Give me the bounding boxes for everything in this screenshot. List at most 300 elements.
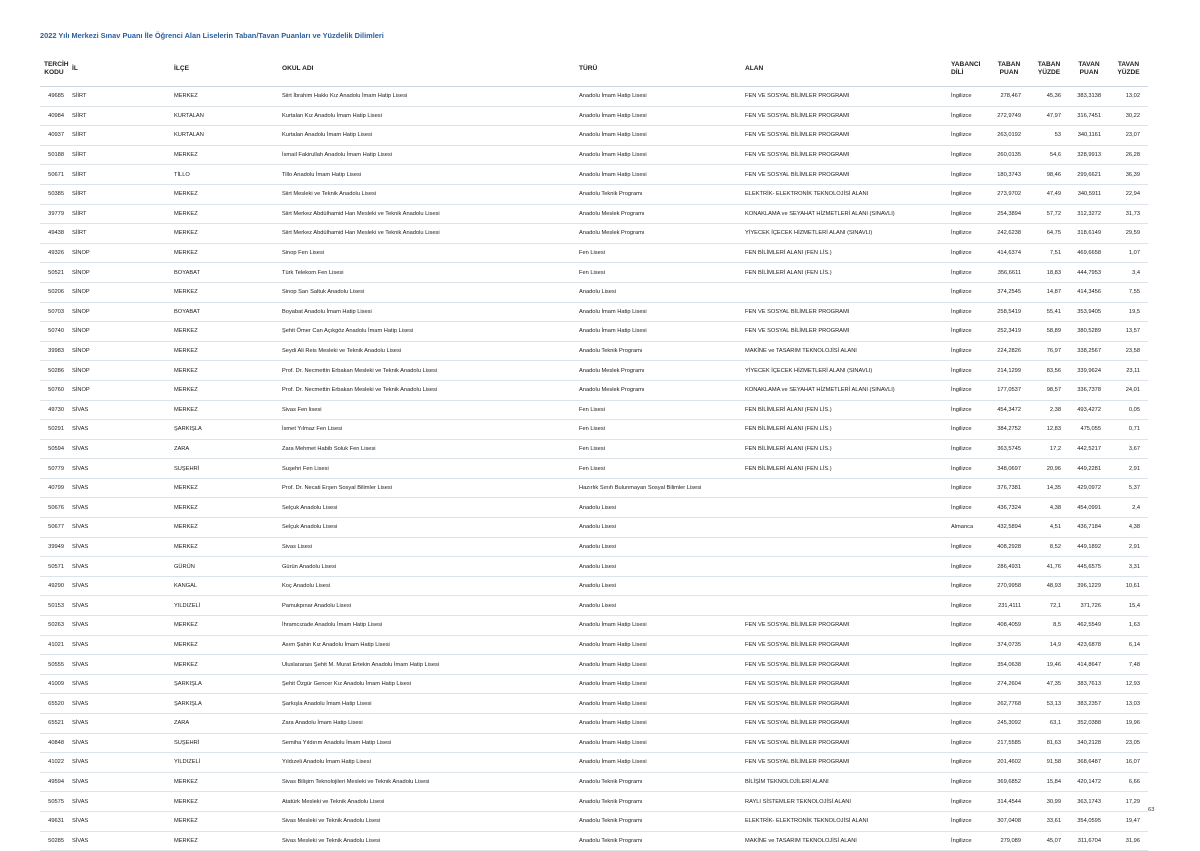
cell-dil: İngilizce xyxy=(947,733,989,753)
cell-tur: Fen Lisesi xyxy=(575,263,741,283)
cell-dil: İngilizce xyxy=(947,341,989,361)
cell-okul: Prof. Dr. Necmettin Erbakan Mesleki ve Teknik Anadolu Lisesi xyxy=(278,380,575,400)
cell-okul: Boyabat Anadolu İmam Hatip Lisesi xyxy=(278,302,575,322)
cell-tavan-puan: 449,1892 xyxy=(1069,537,1109,557)
cell-alan: ELEKTRİK- ELEKTRONİK TEKNOLOJİSİ ALANI xyxy=(741,184,947,204)
cell-il: SİVAS xyxy=(68,557,170,577)
table-row xyxy=(40,811,1148,831)
cell-taban-puan: 279,089 xyxy=(989,831,1029,851)
cell-taban-puan: 363,5745 xyxy=(989,439,1029,459)
cell-tavan-yuzde: 26,28 xyxy=(1109,145,1148,165)
cell-tavan-puan: 475,055 xyxy=(1069,420,1109,440)
table-row xyxy=(40,361,1148,381)
cell-okul: Selçuk Anadolu Lisesi xyxy=(278,498,575,518)
cell-ilce: KANGAL xyxy=(170,576,278,596)
cell-tur: Anadolu İmam Hatip Lisesi xyxy=(575,635,741,655)
cell-ilce: YILDIZELİ xyxy=(170,596,278,616)
cell-taban-puan: 414,6374 xyxy=(989,243,1029,263)
cell-tavan-yuzde: 6,66 xyxy=(1109,772,1148,792)
cell-tavan-puan: 423,6878 xyxy=(1069,635,1109,655)
table-row xyxy=(40,772,1148,792)
cell-tavan-yuzde: 31,96 xyxy=(1109,831,1148,851)
cell-dil: Almanca xyxy=(947,518,989,538)
cell-code: 49685 xyxy=(40,87,68,107)
cell-tavan-puan: 340,5911 xyxy=(1069,184,1109,204)
cell-tur: Anadolu İmam Hatip Lisesi xyxy=(575,126,741,146)
cell-taban-puan: 384,2752 xyxy=(989,420,1029,440)
cell-alan: RAYLI SİSTEMLER TEKNOLOJİSİ ALANI xyxy=(741,792,947,812)
cell-il: SİVAS xyxy=(68,478,170,498)
cell-code: 50286 xyxy=(40,361,68,381)
cell-tur: Anadolu Teknik Programı xyxy=(575,341,741,361)
cell-ilce: MERKEZ xyxy=(170,772,278,792)
cell-code: 50571 xyxy=(40,557,68,577)
col-header-taban-puan: TABAN PUAN xyxy=(989,52,1029,87)
cell-okul: İsmail Fakirullah Anadolu İmam Hatip Lisesi xyxy=(278,145,575,165)
cell-tur: Anadolu Meslek Programı xyxy=(575,224,741,244)
cell-okul: Uluslararası Şehit M. Murat Ertekin Anadolu İmam Hatip Lisesi xyxy=(278,655,575,675)
table-row xyxy=(40,282,1148,302)
cell-tur: Anadolu İmam Hatip Lisesi xyxy=(575,145,741,165)
cell-tur: Anadolu İmam Hatip Lisesi xyxy=(575,694,741,714)
cell-il: SİNOP xyxy=(68,302,170,322)
cell-tavan-puan: 442,5217 xyxy=(1069,439,1109,459)
cell-tavan-yuzde: 13,57 xyxy=(1109,322,1148,342)
cell-okul: Sivas Mesleki ve Teknik Anadolu Lisesi xyxy=(278,831,575,851)
cell-dil: İngilizce xyxy=(947,400,989,420)
cell-tur: Anadolu İmam Hatip Lisesi xyxy=(575,714,741,734)
cell-tavan-puan: 469,6658 xyxy=(1069,243,1109,263)
cell-taban-puan: 374,2545 xyxy=(989,282,1029,302)
cell-okul: Selçuk Anadolu Lisesi xyxy=(278,518,575,538)
cell-dil: İngilizce xyxy=(947,145,989,165)
cell-code: 65520 xyxy=(40,694,68,714)
cell-tavan-yuzde: 19,5 xyxy=(1109,302,1148,322)
cell-dil: İngilizce xyxy=(947,616,989,636)
table-row xyxy=(40,459,1148,479)
cell-il: SİVAS xyxy=(68,831,170,851)
cell-il: SİİRT xyxy=(68,184,170,204)
cell-okul: Kurtalan Kız Anadolu İmam Hatip Lisesi xyxy=(278,106,575,126)
cell-code: 65521 xyxy=(40,714,68,734)
cell-tur: Anadolu Lisesi xyxy=(575,518,741,538)
cell-tavan-yuzde: 23,05 xyxy=(1109,733,1148,753)
cell-taban-yuzde: 47,97 xyxy=(1029,106,1069,126)
cell-alan: YİYECEK İÇECEK HİZMETLERİ ALANI (SINAVLI) xyxy=(741,361,947,381)
cell-tur: Anadolu Lisesi xyxy=(575,557,741,577)
cell-okul: Zara Anadolu İmam Hatip Lisesi xyxy=(278,714,575,734)
cell-tavan-yuzde: 5,37 xyxy=(1109,478,1148,498)
cell-tavan-puan: 352,0388 xyxy=(1069,714,1109,734)
cell-ilce: MERKEZ xyxy=(170,243,278,263)
cell-alan: MAKİNE ve TASARIM TEKNOLOJİSİ ALANI xyxy=(741,831,947,851)
cell-alan xyxy=(741,596,947,616)
cell-ilce: KURTALAN xyxy=(170,126,278,146)
cell-taban-yuzde: 76,97 xyxy=(1029,341,1069,361)
cell-tavan-puan: 316,7451 xyxy=(1069,106,1109,126)
cell-tur: Anadolu Lisesi xyxy=(575,498,741,518)
cell-dil: İngilizce xyxy=(947,165,989,185)
cell-tavan-puan: 318,6149 xyxy=(1069,224,1109,244)
cell-tavan-yuzde: 1,63 xyxy=(1109,616,1148,636)
cell-tavan-puan: 311,6704 xyxy=(1069,831,1109,851)
cell-ilce: SUŞEHRİ xyxy=(170,733,278,753)
table-row xyxy=(40,106,1148,126)
cell-tur: Anadolu İmam Hatip Lisesi xyxy=(575,322,741,342)
cell-alan: FEN VE SOSYAL BİLİMLER PROGRAMI xyxy=(741,322,947,342)
table-row xyxy=(40,224,1148,244)
cell-taban-puan: 263,0192 xyxy=(989,126,1029,146)
cell-taban-puan: 274,2604 xyxy=(989,674,1029,694)
cell-il: SİNOP xyxy=(68,380,170,400)
cell-ilce: BOYABAT xyxy=(170,263,278,283)
cell-code: 50188 xyxy=(40,145,68,165)
cell-code: 49730 xyxy=(40,400,68,420)
cell-tavan-puan: 414,8647 xyxy=(1069,655,1109,675)
cell-code: 49631 xyxy=(40,811,68,831)
cell-tavan-puan: 363,1743 xyxy=(1069,792,1109,812)
cell-okul: Gürün Anadolu Lisesi xyxy=(278,557,575,577)
page-number: 63 xyxy=(1148,807,1155,813)
cell-tavan-puan: 414,3456 xyxy=(1069,282,1109,302)
cell-tavan-yuzde: 2,4 xyxy=(1109,498,1148,518)
cell-tavan-puan: 340,2128 xyxy=(1069,733,1109,753)
cell-tavan-yuzde: 3,31 xyxy=(1109,557,1148,577)
cell-okul: Şehit Özgür Gencer Kız Anadolu İmam Hatip Lisesi xyxy=(278,674,575,694)
cell-ilce: MERKEZ xyxy=(170,831,278,851)
cell-taban-yuzde: 54,6 xyxy=(1029,145,1069,165)
cell-okul: Seydi Ali Reis Mesleki ve Teknik Anadolu Lisesi xyxy=(278,341,575,361)
cell-tavan-puan: 449,2281 xyxy=(1069,459,1109,479)
cell-taban-yuzde: 98,46 xyxy=(1029,165,1069,185)
cell-code: 49594 xyxy=(40,772,68,792)
cell-alan: BİLİŞİM TEKNOLOJİLERİ ALANI xyxy=(741,772,947,792)
cell-taban-yuzde: 47,49 xyxy=(1029,184,1069,204)
cell-alan: ELEKTRİK- ELEKTRONİK TEKNOLOJİSİ ALANI xyxy=(741,811,947,831)
cell-il: SİVAS xyxy=(68,811,170,831)
cell-alan: FEN BİLİMLERİ ALANI (FEN LİS.) xyxy=(741,420,947,440)
table-row xyxy=(40,557,1148,577)
cell-alan: FEN BİLİMLERİ ALANI (FEN LİS.) xyxy=(741,263,947,283)
cell-okul: İhramcızade Anadolu İmam Hatip Lisesi xyxy=(278,616,575,636)
cell-alan xyxy=(741,557,947,577)
cell-tur: Anadolu Lisesi xyxy=(575,282,741,302)
cell-taban-puan: 260,0135 xyxy=(989,145,1029,165)
cell-il: SİNOP xyxy=(68,282,170,302)
cell-code: 50206 xyxy=(40,282,68,302)
cell-dil: İngilizce xyxy=(947,792,989,812)
cell-taban-yuzde: 8,5 xyxy=(1029,616,1069,636)
cell-tur: Hazırlık Sınıfı Bulunmayan Sosyal Bilimler Lisesi xyxy=(575,478,741,498)
cell-ilce: MERKEZ xyxy=(170,224,278,244)
table-row xyxy=(40,420,1148,440)
cell-code: 50677 xyxy=(40,518,68,538)
cell-dil: İngilizce xyxy=(947,655,989,675)
cell-il: SİVAS xyxy=(68,772,170,792)
cell-alan: FEN VE SOSYAL BİLİMLER PROGRAMI xyxy=(741,87,947,107)
cell-dil: İngilizce xyxy=(947,420,989,440)
cell-taban-puan: 262,7768 xyxy=(989,694,1029,714)
cell-taban-yuzde: 33,61 xyxy=(1029,811,1069,831)
cell-taban-yuzde: 4,51 xyxy=(1029,518,1069,538)
cell-taban-yuzde: 2,38 xyxy=(1029,400,1069,420)
col-header-il: İL xyxy=(68,52,170,87)
cell-okul: Sivas Lisesi xyxy=(278,537,575,557)
cell-alan: FEN VE SOSYAL BİLİMLER PROGRAMI xyxy=(741,714,947,734)
cell-code: 50703 xyxy=(40,302,68,322)
cell-taban-yuzde: 45,07 xyxy=(1029,831,1069,851)
cell-ilce: MERKEZ xyxy=(170,792,278,812)
cell-taban-puan: 245,3092 xyxy=(989,714,1029,734)
cell-tavan-yuzde: 31,73 xyxy=(1109,204,1148,224)
cell-okul: Sivas Fen lisesi xyxy=(278,400,575,420)
cell-taban-yuzde: 98,57 xyxy=(1029,380,1069,400)
cell-okul: Koç Anadolu Lisesi xyxy=(278,576,575,596)
cell-ilce: MERKEZ xyxy=(170,361,278,381)
cell-code: 41021 xyxy=(40,635,68,655)
cell-tavan-yuzde: 1,07 xyxy=(1109,243,1148,263)
cell-tavan-yuzde: 15,4 xyxy=(1109,596,1148,616)
cell-tavan-yuzde: 16,07 xyxy=(1109,753,1148,773)
cell-ilce: MERKEZ xyxy=(170,87,278,107)
cell-tavan-puan: 312,3272 xyxy=(1069,204,1109,224)
col-header-taban-yuzde: TABAN YÜZDE xyxy=(1029,52,1069,87)
cell-tavan-puan: 462,5549 xyxy=(1069,616,1109,636)
col-header-alan: ALAN xyxy=(741,52,947,87)
cell-taban-puan: 408,4059 xyxy=(989,616,1029,636)
cell-taban-puan: 214,1299 xyxy=(989,361,1029,381)
cell-ilce: MERKEZ xyxy=(170,204,278,224)
cell-taban-yuzde: 14,35 xyxy=(1029,478,1069,498)
cell-ilce: ZARA xyxy=(170,439,278,459)
cell-tur: Fen Lisesi xyxy=(575,439,741,459)
cell-code: 40984 xyxy=(40,106,68,126)
cell-tavan-yuzde: 17,29 xyxy=(1109,792,1148,812)
cell-alan: FEN VE SOSYAL BİLİMLER PROGRAMI xyxy=(741,694,947,714)
cell-ilce: MERKEZ xyxy=(170,400,278,420)
cell-il: SİNOP xyxy=(68,322,170,342)
col-header-dil: YABANCI DİLİ xyxy=(947,52,989,87)
cell-code: 40848 xyxy=(40,733,68,753)
cell-il: SİİRT xyxy=(68,145,170,165)
cell-tavan-yuzde: 2,91 xyxy=(1109,537,1148,557)
cell-taban-puan: 231,4111 xyxy=(989,596,1029,616)
table-row xyxy=(40,439,1148,459)
cell-tavan-puan: 436,7184 xyxy=(1069,518,1109,538)
table-row xyxy=(40,184,1148,204)
cell-alan: FEN BİLİMLERİ ALANI (FEN LİS.) xyxy=(741,459,947,479)
cell-taban-puan: 376,7381 xyxy=(989,478,1029,498)
scores-table xyxy=(40,52,1148,851)
cell-tavan-puan: 299,6621 xyxy=(1069,165,1109,185)
cell-tur: Anadolu İmam Hatip Lisesi xyxy=(575,655,741,675)
cell-dil: İngilizce xyxy=(947,322,989,342)
cell-il: SİİRT xyxy=(68,204,170,224)
cell-taban-puan: 224,2826 xyxy=(989,341,1029,361)
cell-tavan-puan: 383,7613 xyxy=(1069,674,1109,694)
cell-taban-puan: 201,4602 xyxy=(989,753,1029,773)
cell-taban-yuzde: 91,58 xyxy=(1029,753,1069,773)
table-row xyxy=(40,537,1148,557)
table-row xyxy=(40,400,1148,420)
cell-alan: FEN VE SOSYAL BİLİMLER PROGRAMI xyxy=(741,145,947,165)
cell-il: SİİRT xyxy=(68,106,170,126)
cell-dil: İngilizce xyxy=(947,831,989,851)
cell-tur: Anadolu İmam Hatip Lisesi xyxy=(575,87,741,107)
cell-il: SİVAS xyxy=(68,674,170,694)
cell-dil: İngilizce xyxy=(947,282,989,302)
cell-il: SİVAS xyxy=(68,576,170,596)
cell-alan: FEN VE SOSYAL BİLİMLER PROGRAMI xyxy=(741,126,947,146)
cell-taban-yuzde: 15,84 xyxy=(1029,772,1069,792)
cell-okul: Yıldızeli Anadolu İmam Hatip Lisesi xyxy=(278,753,575,773)
table-header xyxy=(40,52,1148,87)
cell-alan xyxy=(741,537,947,557)
cell-taban-yuzde: 14,9 xyxy=(1029,635,1069,655)
cell-code: 50760 xyxy=(40,380,68,400)
cell-tavan-yuzde: 12,93 xyxy=(1109,674,1148,694)
table-row xyxy=(40,145,1148,165)
cell-dil: İngilizce xyxy=(947,498,989,518)
table-row xyxy=(40,655,1148,675)
table-body xyxy=(40,87,1148,851)
cell-okul: Pamukpınar Anadolu Lisesi xyxy=(278,596,575,616)
cell-tur: Anadolu İmam Hatip Lisesi xyxy=(575,302,741,322)
cell-tavan-yuzde: 6,14 xyxy=(1109,635,1148,655)
cell-tavan-yuzde: 29,59 xyxy=(1109,224,1148,244)
cell-tavan-yuzde: 30,22 xyxy=(1109,106,1148,126)
cell-ilce: MERKEZ xyxy=(170,537,278,557)
cell-taban-yuzde: 53 xyxy=(1029,126,1069,146)
cell-taban-yuzde: 48,93 xyxy=(1029,576,1069,596)
cell-dil: İngilizce xyxy=(947,694,989,714)
cell-ilce: MERKEZ xyxy=(170,322,278,342)
cell-tavan-yuzde: 13,02 xyxy=(1109,87,1148,107)
cell-taban-puan: 286,4931 xyxy=(989,557,1029,577)
cell-il: SİVAS xyxy=(68,635,170,655)
cell-ilce: TİLLO xyxy=(170,165,278,185)
cell-tur: Fen Lisesi xyxy=(575,459,741,479)
cell-okul: Asım Şahin Kız Anadolu İmam Hatip Lisesi xyxy=(278,635,575,655)
cell-code: 40799 xyxy=(40,478,68,498)
cell-dil: İngilizce xyxy=(947,772,989,792)
cell-okul: Şehit Ömer Can Açıkgöz Anadolu İmam Hatip Lisesi xyxy=(278,322,575,342)
cell-il: SİVAS xyxy=(68,459,170,479)
cell-taban-puan: 270,9958 xyxy=(989,576,1029,596)
cell-tavan-yuzde: 36,39 xyxy=(1109,165,1148,185)
table-row xyxy=(40,204,1148,224)
cell-okul: Suşehri Fen Lisesi xyxy=(278,459,575,479)
cell-tavan-yuzde: 3,67 xyxy=(1109,439,1148,459)
cell-dil: İngilizce xyxy=(947,184,989,204)
cell-il: SİVAS xyxy=(68,753,170,773)
cell-dil: İngilizce xyxy=(947,596,989,616)
cell-code: 50676 xyxy=(40,498,68,518)
cell-alan xyxy=(741,498,947,518)
cell-il: SİVAS xyxy=(68,498,170,518)
cell-taban-yuzde: 20,96 xyxy=(1029,459,1069,479)
table-row xyxy=(40,243,1148,263)
cell-code: 50285 xyxy=(40,831,68,851)
cell-taban-puan: 374,0735 xyxy=(989,635,1029,655)
table-row xyxy=(40,792,1148,812)
cell-taban-puan: 273,9702 xyxy=(989,184,1029,204)
cell-ilce: ŞARKIŞLA xyxy=(170,694,278,714)
cell-ilce: MERKEZ xyxy=(170,655,278,675)
cell-okul: Prof. Dr. Necmettin Erbakan Mesleki ve Teknik Anadolu Lisesi xyxy=(278,361,575,381)
col-header-tavan-yuzde: TAVAN YÜZDE xyxy=(1109,52,1148,87)
cell-taban-yuzde: 30,99 xyxy=(1029,792,1069,812)
cell-taban-yuzde: 81,63 xyxy=(1029,733,1069,753)
cell-okul: Türk Telekom Fen Lisesi xyxy=(278,263,575,283)
cell-dil: İngilizce xyxy=(947,674,989,694)
cell-taban-puan: 369,6852 xyxy=(989,772,1029,792)
cell-code: 50671 xyxy=(40,165,68,185)
cell-taban-yuzde: 63,1 xyxy=(1029,714,1069,734)
cell-alan xyxy=(741,478,947,498)
cell-ilce: MERKEZ xyxy=(170,184,278,204)
table-row xyxy=(40,694,1148,714)
cell-taban-puan: 314,4544 xyxy=(989,792,1029,812)
cell-tavan-puan: 328,9913 xyxy=(1069,145,1109,165)
cell-dil: İngilizce xyxy=(947,87,989,107)
cell-il: SİVAS xyxy=(68,655,170,675)
cell-ilce: SUŞEHRİ xyxy=(170,459,278,479)
cell-tur: Anadolu Lisesi xyxy=(575,537,741,557)
cell-tavan-yuzde: 10,61 xyxy=(1109,576,1148,596)
cell-dil: İngilizce xyxy=(947,380,989,400)
table-row xyxy=(40,635,1148,655)
cell-taban-puan: 307,0408 xyxy=(989,811,1029,831)
table-row xyxy=(40,498,1148,518)
cell-ilce: MERKEZ xyxy=(170,478,278,498)
cell-tur: Anadolu Meslek Programı xyxy=(575,361,741,381)
cell-tavan-puan: 340,1161 xyxy=(1069,126,1109,146)
cell-ilce: ZARA xyxy=(170,714,278,734)
cell-taban-puan: 254,3894 xyxy=(989,204,1029,224)
table-row xyxy=(40,518,1148,538)
cell-dil: İngilizce xyxy=(947,126,989,146)
cell-ilce: MERKEZ xyxy=(170,616,278,636)
cell-tur: Anadolu İmam Hatip Lisesi xyxy=(575,753,741,773)
cell-code: 50594 xyxy=(40,439,68,459)
cell-okul: Semiha Yıldırım Anadolu İmam Hatip Lisesi xyxy=(278,733,575,753)
cell-dil: İngilizce xyxy=(947,576,989,596)
cell-il: SİİRT xyxy=(68,126,170,146)
cell-tur: Anadolu İmam Hatip Lisesi xyxy=(575,106,741,126)
cell-tavan-yuzde: 23,58 xyxy=(1109,341,1148,361)
cell-tavan-yuzde: 23,07 xyxy=(1109,126,1148,146)
cell-il: SİVAS xyxy=(68,518,170,538)
cell-okul: İsmet Yılmaz Fen Lisesi xyxy=(278,420,575,440)
table-row xyxy=(40,165,1148,185)
cell-taban-yuzde: 4,38 xyxy=(1029,498,1069,518)
cell-tur: Anadolu Meslek Programı xyxy=(575,380,741,400)
table-row xyxy=(40,302,1148,322)
cell-taban-yuzde: 8,52 xyxy=(1029,537,1069,557)
cell-ilce: MERKEZ xyxy=(170,145,278,165)
cell-tavan-puan: 380,5289 xyxy=(1069,322,1109,342)
cell-dil: İngilizce xyxy=(947,753,989,773)
cell-il: SİVAS xyxy=(68,400,170,420)
cell-code: 50740 xyxy=(40,322,68,342)
cell-il: SİVAS xyxy=(68,694,170,714)
cell-tavan-puan: 353,9405 xyxy=(1069,302,1109,322)
cell-tavan-puan: 371,726 xyxy=(1069,596,1109,616)
cell-taban-puan: 454,3472 xyxy=(989,400,1029,420)
cell-alan: FEN VE SOSYAL BİLİMLER PROGRAMI xyxy=(741,753,947,773)
cell-tavan-puan: 354,0595 xyxy=(1069,811,1109,831)
